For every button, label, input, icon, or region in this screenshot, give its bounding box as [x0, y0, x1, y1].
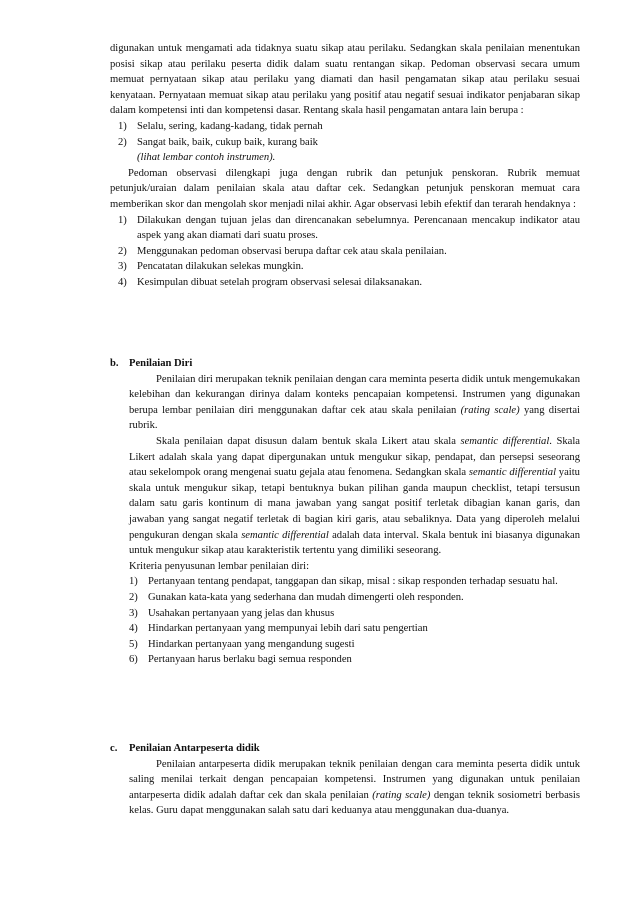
section-paragraph: Skala penilaian dapat disusun dalam bentuk skala Likert atau skala semantic differential. Skala Likert adalah skala yang dapat dipergunakan untuk mengukur sikap, pendapat, dan persepsi seseorang atau sekelompok orang mengenai suatu gejala atau fenomena. Sedangkan skala semantic differential yaitu skala untuk mengukur sikap, tetapi bentuknya bukan pilihan ganda maupun checklist, tetapi tersusun dalam satu garis kontinum di mana jawaban yang sangat positif terletak dibagian kanan garis, dan jawaban yang sangat negatif terletak di bagian kiri garis, atau sebaliknya. Data yang diperoleh melalui pengukuran dengan skala semantic differential adalah data interval. Skala bentuk ini biasanya digunakan untuk mengukur sikap atau karakteristik tertentu yang dimiliki seseorang.: [129, 435, 580, 557]
list-item: 4) Hindarkan pertanyaan yang mempunyai lebih dari satu pengertian: [129, 623, 428, 635]
section-paragraph: Penilaian diri merupakan teknik penilaian dengan cara meminta peserta didik untuk mengemukakan kelebihan dan kekurangan dirinya dalam konteks pencapaian kompetensi. Instrumen yang digunakan berupa lembar penilaian diri menggunakan daftar cek atau skala penilaian (rating scale) yang disertai rubrik.: [129, 373, 580, 432]
section-body: [110, 757, 580, 819]
list-item: 1) Selalu, sering, kadang-kadang, tidak pernah: [118, 120, 323, 132]
section-heading: c. Penilaian Antarpeserta didik: [110, 743, 260, 754]
list-item: 3) Pencatatan dilakukan selekas mungkin.: [118, 261, 304, 273]
list-item: 1) Dilakukan dengan tujuan jelas dan direncanakan sebelumnya. Perencanaan mencakup indikator atau aspek yang akan diamati dari suatu proses.: [118, 214, 580, 242]
section-b: [110, 356, 580, 668]
section-body: [110, 372, 580, 668]
section-paragraph: Penilaian antarpeserta didik merupakan teknik penilaian dengan cara meminta peserta didik untuk saling menilai terkait dengan pencapaian kompetensi. Instrumen yang digunakan untuk penilaian antarpeserta didik adalah daftar cek dan skala penilaian (rating scale) dengan teknik sosiometri berbasis kelas. Guru dapat menggunakan salah satu dari keduanya atau menggunakan dua-duanya.: [129, 758, 580, 817]
list-item: 3) Usahakan pertanyaan yang jelas dan khusus: [129, 607, 335, 619]
scale-note: (lihat lembar contoh instrumen).: [137, 152, 276, 164]
list-item: 2) Sangat baik, baik, cukup baik, kurang baik: [118, 136, 318, 148]
section-heading: b. Penilaian Diri: [110, 358, 193, 369]
criteria-title: Kriteria penyusunan lembar penilaian diri:: [129, 560, 310, 572]
intro-section: [110, 41, 580, 291]
scale-list: [110, 119, 580, 150]
section-c: [110, 741, 580, 819]
intro-paragraph-2: Pedoman observasi dilengkapi juga dengan rubrik dan petunjuk penskoran. Rubrik memuat petunjuk/uraian dalam penilaian skala atau daftar cek. Sedangkan petunjuk penskoran memuat cara memberikan skor dan mengolah skor menjadi nilai akhir. Agar observasi lebih efektif dan terarah hendaknya :: [110, 167, 580, 210]
observation-list: [110, 213, 580, 291]
criteria-list: [129, 574, 580, 668]
intro-paragraph: digunakan untuk mengamati ada tidaknya suatu sikap atau perilaku. Sedangkan skala penilaian menentukan posisi sikap atau perilaku peserta didik dalam suatu rentangan sikap. Pedoman observasi secara umum memuat pernyataan sikap atau perilaku yang diamati dan hasil pengamatan sikap atau perilaku sesuai kenyataan. Pernyataan memuat sikap atau perilaku yang positif atau negatif sesuai indikator penjabaran sikap dalam kompetensi inti dan kompetensi dasar. Rentang skala hasil pengamatan antara lain berupa :: [110, 43, 580, 117]
list-item: 5) Hindarkan pertanyaan yang mengandung sugesti: [129, 638, 355, 650]
list-item: 2) Menggunakan pedoman observasi berupa daftar cek atau skala penilaian.: [118, 245, 447, 257]
list-item: 2) Gunakan kata-kata yang sederhana dan mudah dimengerti oleh responden.: [129, 591, 464, 603]
list-item: 1) Pertanyaan tentang pendapat, tanggapan dan sikap, misal : sikap responden terhadap sesuatu hal.: [129, 576, 558, 588]
list-item: 4) Kesimpulan dibuat setelah program observasi selesai dilaksanakan.: [118, 276, 423, 288]
list-item: 6) Pertanyaan harus berlaku bagi semua responden: [129, 654, 352, 666]
